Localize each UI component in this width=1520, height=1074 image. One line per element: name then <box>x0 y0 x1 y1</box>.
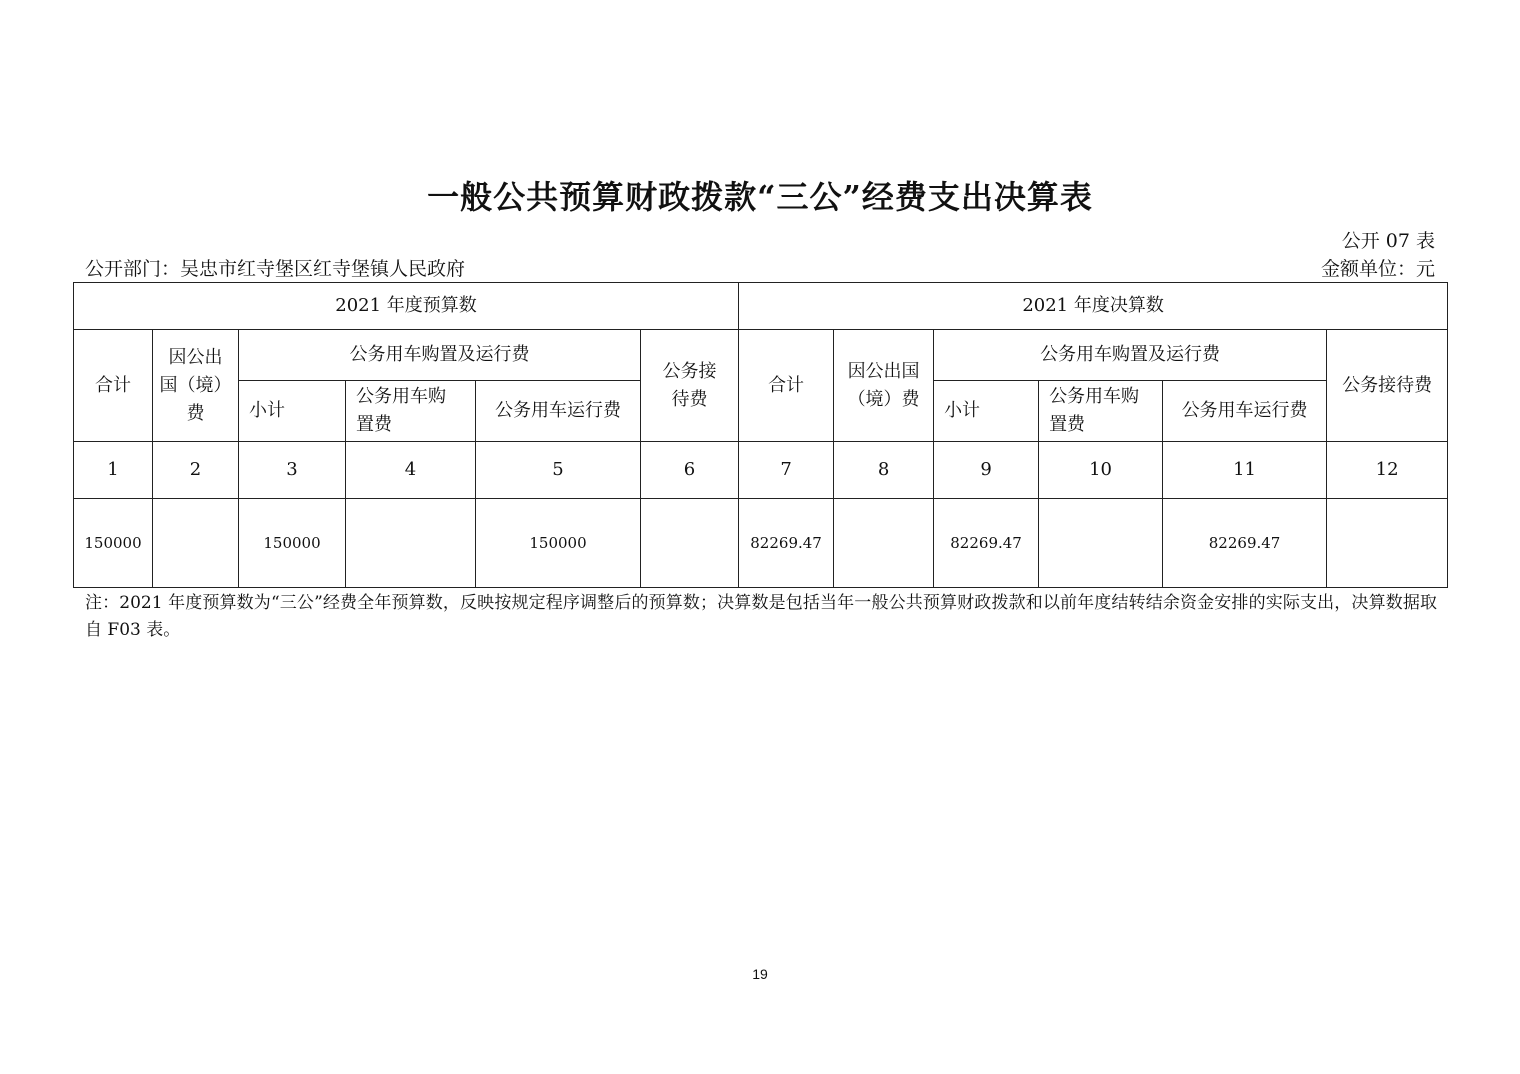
final-reception-header: 公务接待费 <box>1327 330 1448 442</box>
budget-car-purchase-header <box>346 381 476 442</box>
budget-reception-value <box>641 499 739 588</box>
final-reception-value <box>1327 499 1448 588</box>
final-car-purchase-header <box>1039 381 1163 442</box>
budget-car-purchase-line1: 公务用车购 <box>356 386 446 407</box>
budget-car-purchase-value <box>346 499 476 588</box>
column-number: 3 <box>239 442 346 499</box>
budget-car-running-value: 150000 <box>476 499 641 588</box>
final-car-purchase-value <box>1039 499 1163 588</box>
final-subtotal-header: 小计 <box>934 381 1039 442</box>
budget-car-running-header: 公务用车运行费 <box>476 381 641 442</box>
column-number: 7 <box>739 442 834 499</box>
budget-group-header: 2021 年度预算数 <box>74 283 739 330</box>
final-group-header: 2021 年度决算数 <box>739 283 1448 330</box>
column-number: 11 <box>1163 442 1327 499</box>
budget-subtotal-value: 150000 <box>239 499 346 588</box>
final-total-header: 合计 <box>739 330 834 442</box>
header-row-main <box>74 330 1448 381</box>
column-number: 10 <box>1039 442 1163 499</box>
budget-abroad-line2: 国（境） <box>159 374 232 396</box>
budget-reception-line1: 公务接 <box>662 360 717 382</box>
final-abroad-line2: （境）费 <box>847 388 920 410</box>
footnote: 注：2021 年度预算数为“三公”经费全年预算数，反映按规定程序调整后的预算数；决算数是包括当年一般公共预算财政拨款和以前年度结转结余资金安排的实际支出，决算数据取自 F03 表。 <box>85 593 1437 640</box>
column-number: 9 <box>934 442 1039 499</box>
column-number-row <box>74 442 1448 499</box>
column-number: 12 <box>1327 442 1448 499</box>
final-car-group-header: 公务用车购置及运行费 <box>934 330 1327 381</box>
budget-abroad-header <box>153 330 239 442</box>
final-car-running-header: 公务用车运行费 <box>1163 381 1327 442</box>
final-abroad-line1: 因公出国 <box>847 360 920 382</box>
final-abroad-value <box>834 499 934 588</box>
budget-car-group-header: 公务用车购置及运行费 <box>239 330 641 381</box>
final-subtotal-value: 82269.47 <box>934 499 1039 588</box>
column-number: 5 <box>476 442 641 499</box>
budget-subtotal-header: 小计 <box>239 381 346 442</box>
page-number: 19 <box>752 966 768 982</box>
header-row-group <box>74 283 1448 330</box>
column-number: 6 <box>641 442 739 499</box>
budget-reception-line2: 待费 <box>671 388 708 410</box>
column-number: 2 <box>153 442 239 499</box>
budget-abroad-line1: 因公出 <box>168 346 223 368</box>
value-row <box>74 499 1448 588</box>
budget-total-value: 150000 <box>74 499 153 588</box>
final-car-purchase-line1: 公务用车购 <box>1049 386 1140 407</box>
column-number: 4 <box>346 442 476 499</box>
budget-total-header: 合计 <box>74 330 153 442</box>
final-car-running-value: 82269.47 <box>1163 499 1327 588</box>
final-car-purchase-line2: 置费 <box>1049 414 1086 435</box>
page-title: 一般公共预算财政拨款“三公”经费支出决算表 <box>427 178 1093 216</box>
budget-car-purchase-line2: 置费 <box>356 414 392 435</box>
column-number: 8 <box>834 442 934 499</box>
column-number: 1 <box>74 442 153 499</box>
final-total-value: 82269.47 <box>739 499 834 588</box>
expenditure-table <box>73 282 1448 588</box>
final-abroad-header <box>834 330 934 442</box>
department-label: 公开部门：吴忠市红寺堡区红寺堡镇人民政府 <box>85 258 466 280</box>
amount-unit-label: 金额单位：元 <box>1320 258 1435 280</box>
budget-abroad-line3: 费 <box>186 402 205 424</box>
table-number: 公开 07 表 <box>1341 230 1435 252</box>
budget-abroad-value <box>153 499 239 588</box>
budget-reception-header <box>641 330 739 442</box>
